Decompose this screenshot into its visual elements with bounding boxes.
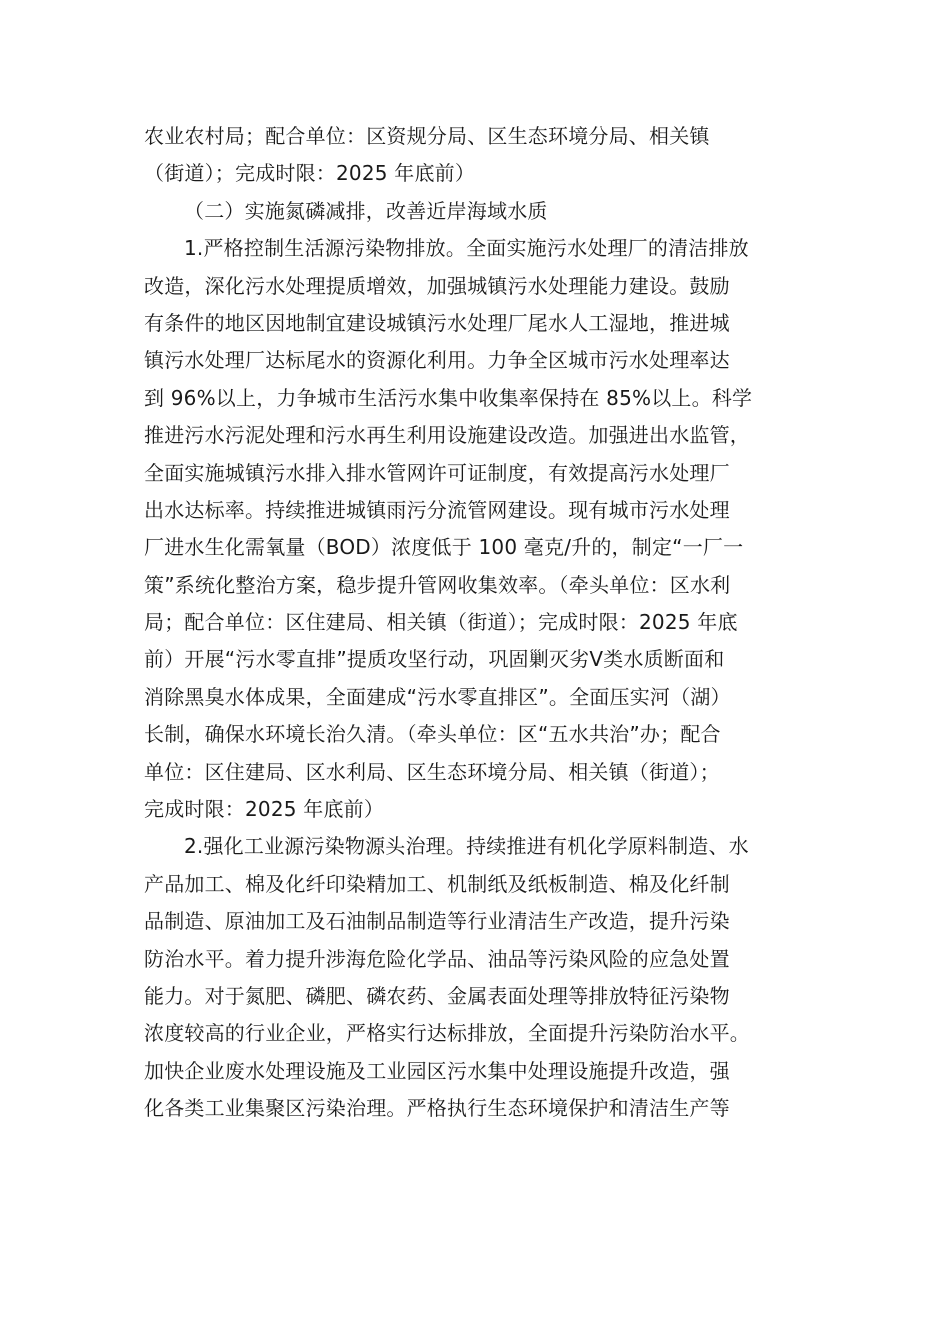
document-line: 2.强化工业源污染物源头治理。持续推进有机化学原料制造、水 <box>184 834 749 859</box>
document-line: 产品加工、棉及化纤印染精加工、机制纸及纸板制造、棉及化纤制 <box>144 871 730 896</box>
document-line: 1.严格控制生活源污染物排放。全面实施污水处理厂的清洁排放 <box>184 236 749 261</box>
document-line: （二）实施氮磷减排，改善近岸海域水质 <box>184 198 548 223</box>
document-line: 厂进水生化需氧量（BOD）浓度低于 100 毫克/升的，制定“一厂一 <box>144 535 744 560</box>
document-line: 化各类工业集聚区污染治理。严格执行生态环境保护和清洁生产等 <box>144 1096 730 1121</box>
document-line: 局；配合单位：区住建局、相关镇（街道）；完成时限：2025 年底 <box>144 610 738 635</box>
document-line: 消除黑臭水体成果，全面建成“污水零直排区”。全面压实河（湖） <box>144 684 731 709</box>
document-line: 出水达标率。持续推进城镇雨污分流管网建设。现有城市污水处理 <box>144 497 730 522</box>
document-line: 策”系统化整治方案，稳步提升管网收集效率。（牵头单位：区水利 <box>144 572 731 597</box>
document-line: 长制，确保水环境长治久清。（牵头单位：区“五水共治”办；配合 <box>144 722 721 747</box>
document-line: （街道）；完成时限：2025 年底前） <box>144 161 476 186</box>
document-line: 加快企业废水处理设施及工业园区污水集中处理设施提升改造，强 <box>144 1058 730 1083</box>
document-line: 有条件的地区因地制宜建设城镇污水处理厂尾水人工湿地，推进城 <box>144 310 730 335</box>
document-line: 镇污水处理厂达标尾水的资源化利用。力争全区城市污水处理率达 <box>144 348 730 373</box>
document-line: 全面实施城镇污水排入排水管网许可证制度，有效提高污水处理厂 <box>144 460 730 485</box>
document-line: 农业农村局；配合单位：区资规分局、区生态环境分局、相关镇 <box>144 124 710 148</box>
document-line: 前）开展“污水零直排”提质攻坚行动，巩固剿灭劣Ⅴ类水质断面和 <box>144 647 725 672</box>
document-line: 推进污水污泥处理和污水再生利用设施建设改造。加强进出水监管， <box>144 423 750 448</box>
document-line: 能力。对于氮肥、磷肥、磷农药、金属表面处理等排放特征污染物 <box>144 983 730 1008</box>
document-line: 完成时限：2025 年底前） <box>144 797 385 822</box>
document-line: 单位：区住建局、区水利局、区生态环境分局、相关镇（街道）； <box>144 759 720 784</box>
document-line: 品制造、原油加工及石油制品制造等行业清洁生产改造，提升污染 <box>144 909 730 934</box>
document-body <box>144 118 834 1128</box>
document-line: 防治水平。着力提升涉海危险化学品、油品等污染风险的应急处置 <box>144 946 730 971</box>
document-line: 改造，深化污水处理提质增效，加强城镇污水处理能力建设。鼓励 <box>144 273 730 298</box>
document-line: 到 96%以上，力争城市生活污水集中收集率保持在 85%以上。科学 <box>144 385 753 410</box>
document-line: 浓度较高的行业企业，严格实行达标排放，全面提升污染防治水平。 <box>144 1021 750 1046</box>
